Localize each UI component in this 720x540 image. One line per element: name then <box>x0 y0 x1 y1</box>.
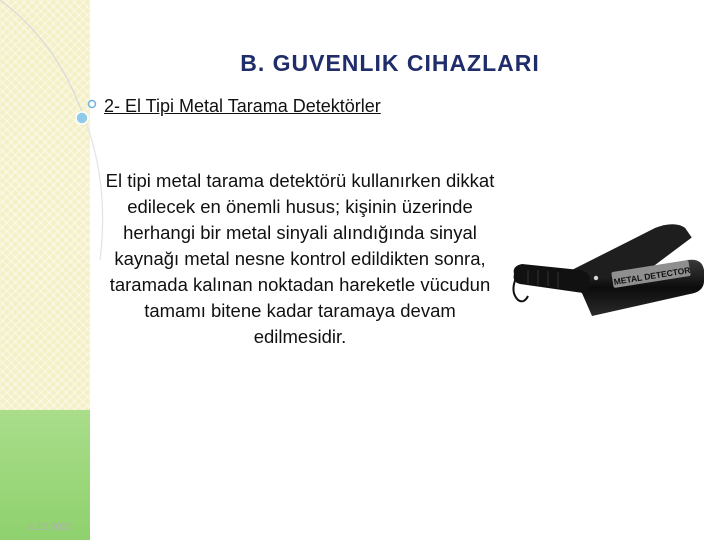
slide-subtitle: 2- El Tipi Metal Tarama Detektörler <box>104 96 381 116</box>
metal-detector-image <box>508 212 708 342</box>
detector-label: METAL DETECTOR <box>612 264 692 287</box>
slide-date: 4.12.2020 <box>28 522 73 533</box>
sidebar-green-block <box>0 410 90 540</box>
slide-title: B. GUVENLIK CIHAZLARI <box>240 50 540 76</box>
circle-bullet-icon <box>89 101 96 108</box>
slide-body-text: El tipi metal tarama detektörü kullanırken dikkat edilecek en önemli husus; kişinin üzerinde herhangi bir metal sinyali alındığında sinyal kaynağı metal nesne kontrol edildikten sonra, taramada kalınan noktadan hareketle vücudun tamamı bitene kadar taramaya devam edilmesidir. <box>105 170 495 347</box>
circle-bullet-icon <box>76 112 88 124</box>
